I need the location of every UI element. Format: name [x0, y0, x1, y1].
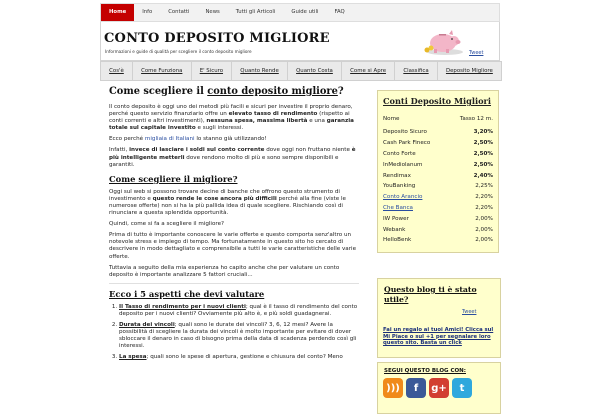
deposit-rate: 2,50% — [473, 140, 493, 147]
follow-blog-title: SEGUI QUESTO BLOG CON: — [384, 368, 466, 374]
sidebar — [377, 90, 499, 253]
aspect-link[interactable]: Il Tasso di rendimento per i nuovi clienti — [119, 303, 246, 310]
deposit-row — [383, 235, 493, 246]
deposit-name: Conto Forte — [383, 150, 416, 157]
deposit-name: IW Power — [383, 215, 409, 222]
top-nav-item-tutti-gli-articoli[interactable]: Tutti gli Articoli — [235, 9, 276, 15]
aspect-text: ; quali sono le spese di apertura, gestione e chiusura del conto? Meno — [146, 354, 343, 361]
category-tab-come-funziona[interactable]: Come Funziona — [133, 62, 192, 80]
page-title: Come scegliere il conto deposito migliore? — [109, 86, 344, 97]
deposit-rate: 2,20% — [475, 194, 493, 201]
top-nav-item-contatti[interactable]: Contatti — [168, 9, 190, 15]
deposit-name: HelloBenk — [383, 237, 412, 244]
google-plus-icon[interactable]: g+ — [429, 378, 449, 398]
deposit-name: InMediolanum — [383, 161, 423, 168]
top-nav-item-info[interactable]: Info — [142, 9, 153, 15]
facebook-icon[interactable]: f — [406, 378, 426, 398]
aspect-text: ; qual è il tasso di rendimento del conto deposito per i nuovi clienti? Ovviamente più alto è, e più soldi guadagnerai. — [119, 303, 358, 317]
deposit-rate: 2,00% — [475, 237, 493, 244]
offers-detail-paragraph: Prima di tutto è importante conoscere le varie offerte e questo comporta senz'altro un notevole stress e impiego di tempo. Ma fortunatamente in questo sito ho cercato di descrivere in modo dettagliato e comprensibile a tutti le varie caratteristiche delle varie offerte. — [109, 232, 357, 260]
deposit-rate: 2,00% — [475, 215, 493, 222]
deposit-row — [383, 213, 493, 224]
deposit-row — [383, 159, 493, 170]
deposit-row — [383, 203, 493, 214]
aspect-item — [119, 322, 359, 350]
category-tab-e-sicuro[interactable]: E' Sicuro — [192, 62, 233, 80]
deposit-rate: 2,00% — [475, 226, 493, 233]
deposit-name: Webank — [383, 226, 406, 233]
aspect-item — [119, 354, 359, 361]
top-nav-item-news[interactable]: News — [205, 9, 220, 15]
deposit-row — [383, 127, 493, 138]
site-tagline: Informazioni e guide di qualità per scegliere il conto deposito migliore — [105, 49, 252, 54]
category-tab-quanto-costa[interactable]: Quanto Costa — [288, 62, 342, 80]
category-tab-quanto-rende[interactable]: Quanto Rende — [232, 62, 288, 80]
italians-paragraph: Ecco perché migliaia di Italiani lo stanno già utilizzando! — [109, 136, 267, 143]
tweet-button[interactable]: Tweet — [469, 50, 484, 56]
main-content — [109, 86, 359, 365]
column-header-name: Nome — [383, 116, 400, 122]
deposit-row — [383, 192, 493, 203]
top-nav-item-guide-utili[interactable]: Guide utili — [291, 9, 319, 15]
section-heading-how-to-choose[interactable]: Come scegliere il migliore? — [109, 173, 238, 184]
page-title-link[interactable]: conto deposito migliore — [207, 86, 338, 97]
offers-paragraph: Oggi sul web si possono trovare decine di banche che offrono questo strumento di investimento e questo rende le cose ancora più difficili perché alla fine (viste le numerose offerte) non si ha la più pallida idea di quale scegliere. Rischiando così di rinunciare a questa splendida opportunità. — [109, 188, 346, 217]
deposit-row — [383, 181, 493, 192]
savings-paragraph: Infatti, invece di lasciare i soldi sul conto corrente dove oggi non fruttano niente è più intelligente metterli dove rendono molto di più e sono sempre disponibili e garantiti. — [109, 147, 356, 168]
deposit-rate: 2,50% — [473, 150, 493, 157]
deposit-name[interactable]: Che Banca — [383, 204, 413, 211]
deposit-rate: 2,50% — [473, 161, 493, 168]
deposit-row — [383, 224, 493, 235]
site-header — [100, 22, 500, 61]
deposit-row — [383, 138, 493, 149]
intro-paragraph: Il conto deposito è oggi uno dei metodi più facili e sicuri per investire il proprio denaro, perché questo servizio finanziario offre un elevato tasso di rendimento (rispetto ai conti correnti e altri investimenti), nessuna spesa, massima libertà e una garanzia totale sul capitale investito e sugli interessi. — [109, 104, 354, 132]
category-tab-come-si-apre[interactable]: Come si Apre — [342, 62, 395, 80]
top-navigation — [100, 3, 500, 22]
piggy-bank-icon — [421, 28, 467, 56]
deposit-rate: 2,25% — [475, 183, 493, 190]
top-nav-item-home[interactable]: Home — [101, 4, 134, 21]
aspect-link[interactable]: Durata dei vincoli — [119, 321, 175, 328]
aspects-list — [109, 304, 359, 362]
divider — [109, 283, 359, 284]
blog-useful-box — [377, 278, 501, 358]
deposit-name[interactable]: Conto Arancio — [383, 194, 423, 201]
section-heading-five-aspects: Ecco i 5 aspetti che devi valutare — [109, 288, 265, 299]
site-title[interactable]: CONTO DEPOSITO MIGLIORE — [104, 31, 330, 46]
deposit-name: YouBanking — [383, 183, 416, 190]
sidebar-tweet-button[interactable]: Tweet — [462, 309, 477, 315]
share-invite-text[interactable]: Fai un regalo ai tuoi Amici! Clicca sul Mi Piace o sul +1 per segnalare loro questo sito. Basta un click — [383, 327, 494, 347]
deposit-name: Rendimax — [383, 172, 411, 179]
category-navigation — [100, 61, 502, 81]
deposit-name: Cash Park Fineco — [383, 140, 431, 147]
best-deposits-box — [377, 90, 499, 253]
question-paragraph: Quindi, come si fa a scegliere il migliore? — [109, 221, 224, 228]
deposit-row — [383, 170, 493, 181]
deposit-rate: 2,20% — [475, 204, 493, 211]
factors-paragraph: Tuttavia a seguito della mia esperienza ho capito anche che per valutare un conto deposito è importante analizzare 5 fattori cruciali... — [109, 264, 340, 278]
blog-useful-title: Questo blog ti è stato utile? — [384, 285, 477, 304]
aspect-link[interactable]: La spesa — [119, 354, 147, 361]
deposits-table — [383, 111, 493, 246]
deposit-rate: 2,40% — [473, 172, 493, 179]
category-tab-classifica[interactable]: Classifica — [395, 62, 438, 80]
twitter-icon[interactable]: t — [452, 378, 472, 398]
column-header-rate: Tasso 12 m. — [459, 116, 493, 122]
social-icons — [383, 378, 472, 398]
aspect-text: ; quali sono le durate dei vincoli? 3, 6, 12 mesi? Avere la possibilità di scegliere la durata dei vincoli è molto importante per evitare di dover sbloccare il denaro in caso di bisogno prima della data di scadenza perdendo così gli interessi. — [119, 321, 357, 350]
deposit-name: Deposito Sicuro — [383, 129, 427, 136]
aspect-item — [119, 304, 359, 318]
category-tab-deposito-migliore[interactable]: Deposito Migliore — [445, 68, 493, 74]
rss-icon[interactable]: ))) — [383, 378, 403, 398]
category-tab-cos-[interactable]: Cos'è — [101, 62, 133, 80]
best-deposits-title[interactable]: Conti Deposito Migliori — [383, 96, 491, 106]
deposit-row — [383, 149, 493, 160]
italians-link[interactable]: migliaia di Italiani — [144, 136, 195, 143]
top-nav-item-faq[interactable]: FAQ — [334, 9, 345, 15]
follow-blog-box — [377, 362, 501, 414]
deposit-rate: 3,20% — [473, 129, 493, 136]
